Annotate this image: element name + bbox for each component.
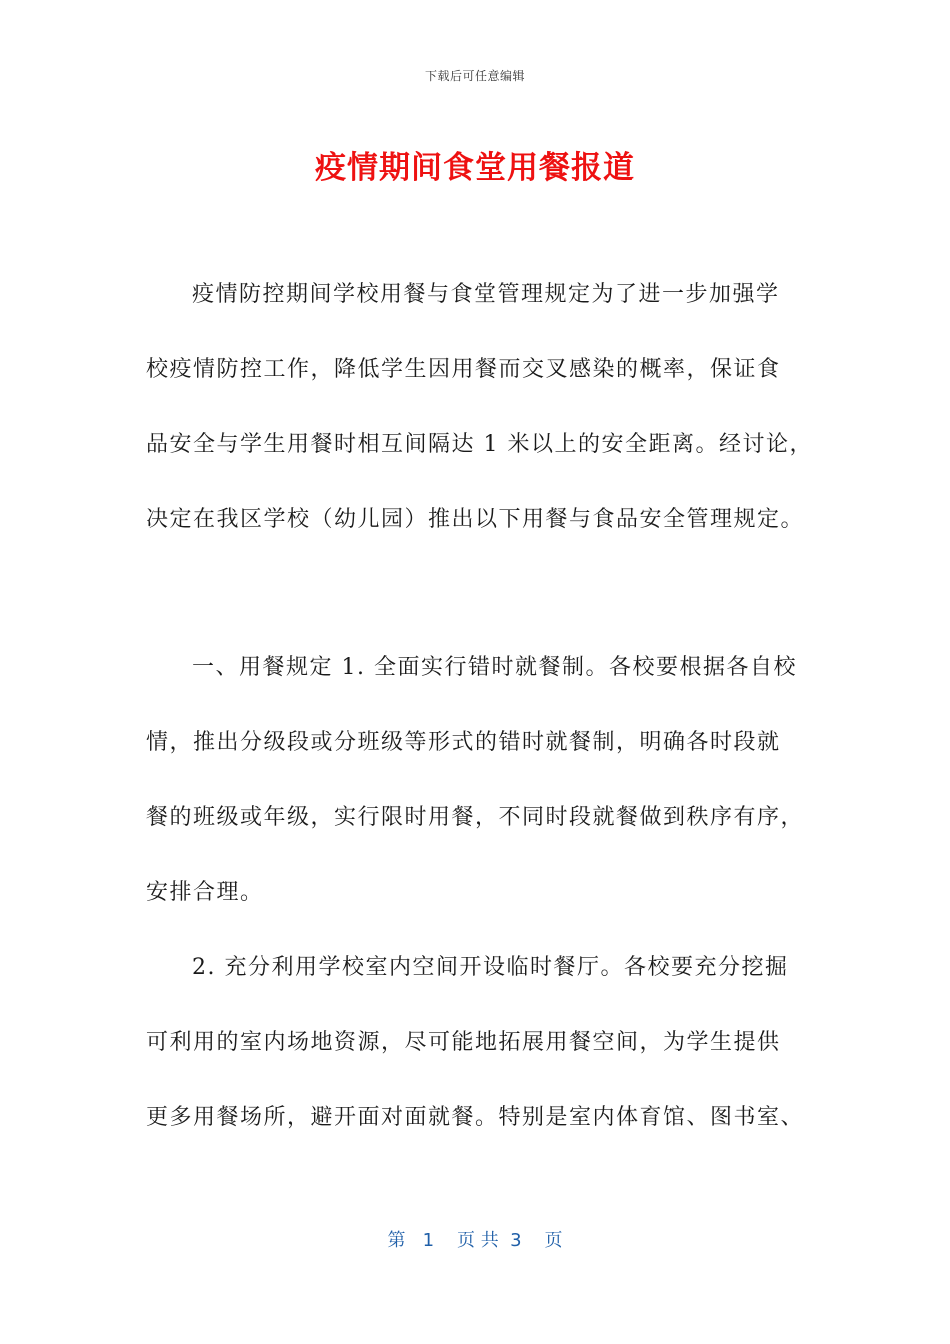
page-footer: 第 1 页 共 3 页 <box>387 1230 563 1251</box>
header-note: 下载后可任意编辑 <box>424 69 525 83</box>
paragraph-line: 更多用餐场所，避开面对面就餐。特别是室内体育馆、图书室、 <box>146 1105 805 1130</box>
paragraph-line: 一、用餐规定 1. 全面实行错时就餐制。各校要根据各自校 <box>192 655 797 680</box>
paragraph-line: 安排合理。 <box>146 880 264 905</box>
paragraph-line: 情，推出分级段或分班级等形式的错时就餐制，明确各时段就 <box>146 730 781 755</box>
paragraph-line: 校疫情防控工作，降低学生因用餐而交叉感染的概率，保证食 <box>146 357 781 382</box>
paragraph-line: 2. 充分利用学校室内空间开设临时餐厅。各校要充分挖掘 <box>192 955 789 980</box>
paragraph-line: 决定在我区学校（幼儿园）推出以下用餐与食品安全管理规定。 <box>146 507 805 532</box>
document-title: 疫情期间食堂用餐报道 <box>315 150 635 186</box>
paragraph-line: 可利用的室内场地资源，尽可能地拓展用餐空间，为学生提供 <box>146 1030 781 1055</box>
paragraph-line: 品安全与学生用餐时相互间隔达 1 米以上的安全距离。经讨论， <box>146 432 813 457</box>
paragraph-line: 疫情防控期间学校用餐与食堂管理规定为了进一步加强学 <box>192 282 780 307</box>
paragraph-line: 餐的班级或年级，实行限时用餐，不同时段就餐做到秩序有序， <box>146 805 805 830</box>
